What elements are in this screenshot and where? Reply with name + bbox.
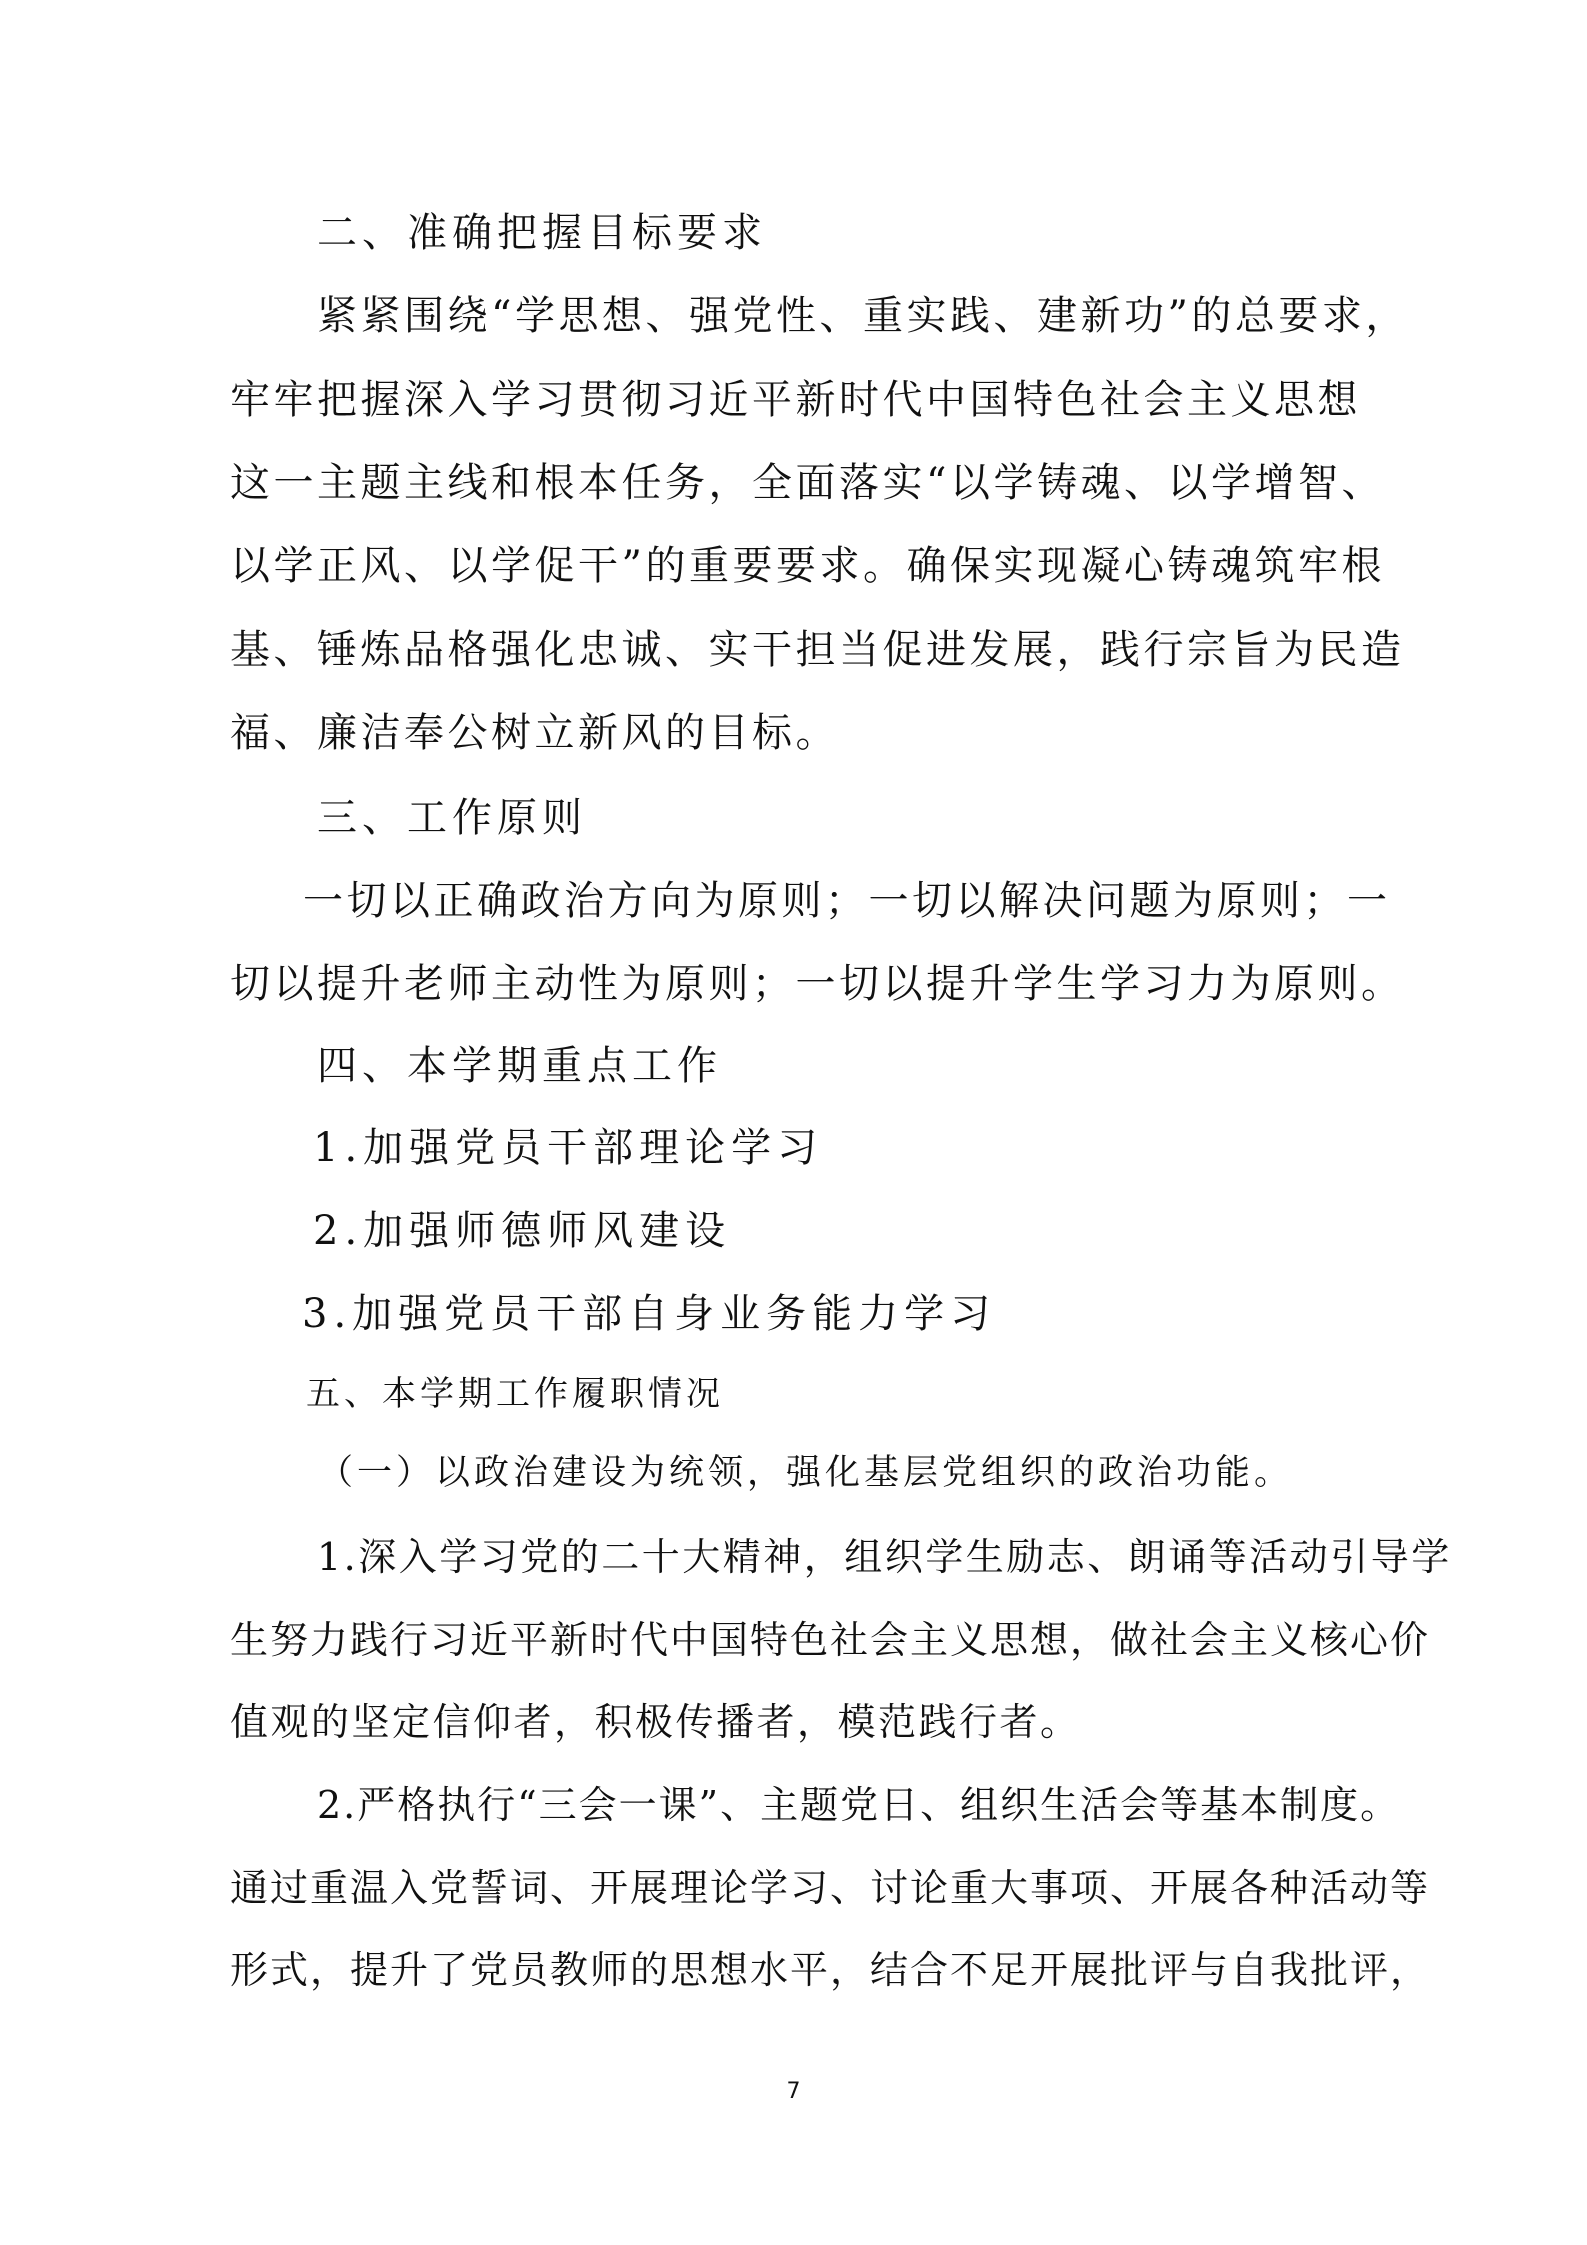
paragraph-line: 这一主题主线和根本任务，全面落实“以学铸魂、以学增智、	[230, 460, 1385, 506]
paragraph-line: 以学正风、以学促干”的重要要求。确保实现凝心铸魂筑牢根	[230, 543, 1385, 589]
paragraph-line: 基、锤炼品格强化忠诚、实干担当促进发展，践行宗旨为民造	[230, 627, 1405, 673]
paragraph-line: 生努力践行习近平新时代中国特色社会主义思想，做社会主义核心价	[230, 1618, 1431, 1662]
list-item: 2.加强师德师风建设	[313, 1208, 732, 1254]
paragraph-line: 紧紧围绕“学思想、强党性、重实践、建新功”的总要求，	[317, 293, 1409, 339]
paragraph-line: 1.深入学习党的二十大精神，组织学生励志、朗诵等活动引导学	[317, 1535, 1452, 1579]
paragraph-line: 一切以正确政治方向为原则；一切以解决问题为原则；一	[303, 878, 1391, 924]
paragraph-line: 2.严格执行“三会一课”、主题党日、组织生活会等基本制度。	[317, 1783, 1401, 1827]
paragraph-line: 形式，提升了党员教师的思想水平，结合不足开展批评与自我批评，	[230, 1948, 1431, 1992]
paragraph-line: 值观的坚定信仰者，积极传播者，模范践行者。	[230, 1700, 1081, 1744]
section-heading-3: 三、工作原则	[317, 795, 587, 841]
section-heading-4: 四、本学期重点工作	[317, 1043, 722, 1089]
section-heading-2: 二、准确把握目标要求	[317, 210, 767, 256]
section-heading-5: 五、本学期工作履职情况	[306, 1374, 724, 1414]
paragraph-line: 牢牢把握深入学习贯彻习近平新时代中国特色社会主义思想	[230, 377, 1361, 423]
page-number: 7	[786, 2079, 801, 2104]
paragraph-line: 切以提升老师主动性为原则；一切以提升学生学习力为原则。	[230, 961, 1405, 1007]
paragraph-line: 通过重温入党誓词、开展理论学习、讨论重大事项、开展各种活动等	[230, 1866, 1431, 1910]
paragraph-line: 福、廉洁奉公树立新风的目标。	[230, 710, 839, 756]
sub-heading: （一）以政治建设为统领，强化基层党组织的政治功能。	[318, 1453, 1294, 1493]
list-item: 3.加强党员干部自身业务能力学习	[302, 1291, 997, 1337]
list-item: 1.加强党员干部理论学习	[313, 1125, 824, 1171]
